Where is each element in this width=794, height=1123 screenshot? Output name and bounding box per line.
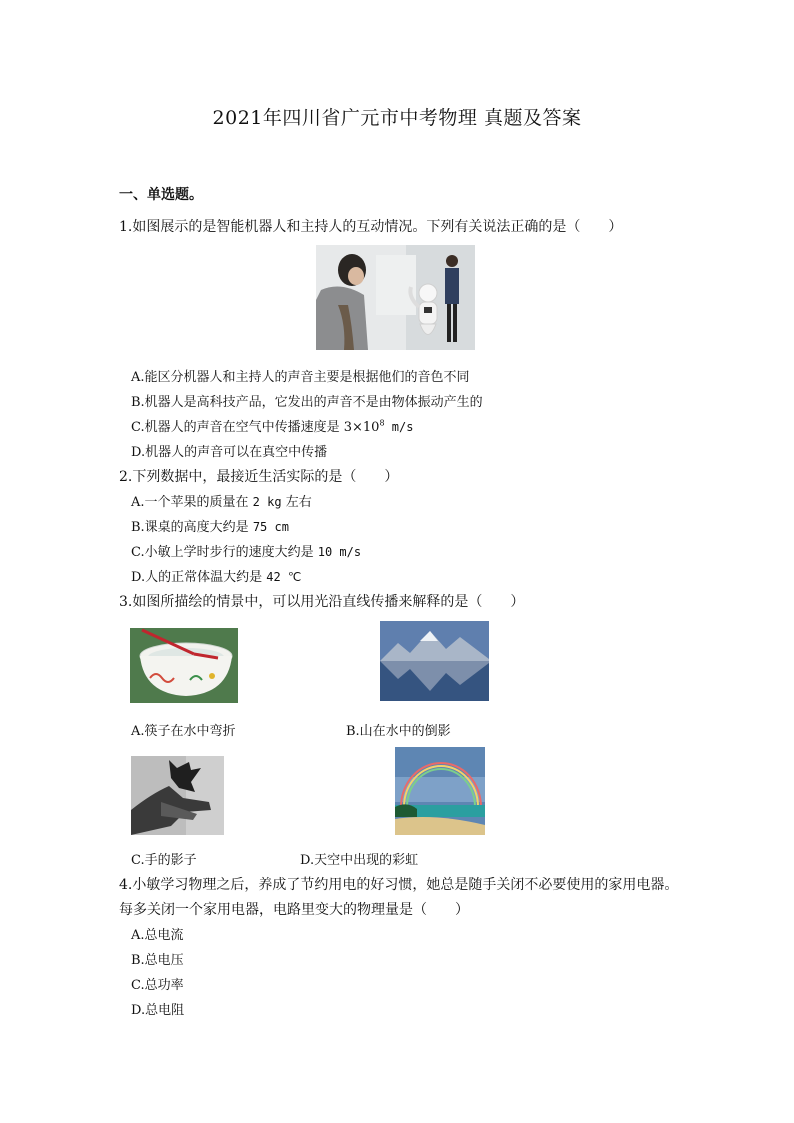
q1-option-b: B.机器人是高科技产品，它发出的声音不是由物体振动产生的 (131, 395, 483, 410)
q2-option-a-text: A.一个苹果的质量在 (131, 495, 253, 510)
q4-option-c: C.总功率 (131, 978, 184, 993)
chopstick-bowl-photo (130, 628, 238, 703)
q2-option-d-value: 42 ℃ (266, 570, 302, 584)
q3-option-b: B.山在水中的倒影 (346, 724, 451, 739)
q1-option-c-text: C.机器人的声音在空气中传播速度是 3×10 (131, 420, 380, 435)
q2-option-d-text: D.人的正常体温大约是 (131, 570, 267, 585)
q4-option-a: A.总电流 (131, 928, 184, 943)
q4-option-b: B.总电压 (131, 953, 184, 968)
question-3-stem: 3.如图所描绘的情景中，可以用光沿直线传播来解释的是（ ） (119, 594, 525, 610)
question-4-stem-line-1: 4.小敏学习物理之后，养成了节约用电的好习惯，她总是随手关闭不必要使用的家用电器。 (119, 877, 679, 893)
hand-shadow-photo (131, 756, 224, 835)
q3-option-a: A.筷子在水中弯折 (131, 724, 236, 739)
q2-option-a-suffix: 左右 (281, 495, 312, 510)
q2-option-b-value: 75 cm (252, 520, 289, 534)
q2-option-a (131, 491, 312, 510)
q3-option-c: C.手的影子 (131, 853, 197, 868)
q1-option-c (131, 416, 413, 435)
q1-option-c-exponent: 8 (379, 418, 385, 428)
q2-option-d (131, 566, 301, 585)
q2-option-b-text: B.课桌的高度大约是 (131, 520, 253, 535)
q2-option-c-value: 10 m/s (317, 545, 362, 559)
q1-option-c-unit: m/s (384, 420, 414, 434)
robot-host-photo (316, 245, 475, 350)
q2-option-a-value: 2 kg (252, 495, 282, 509)
q3-option-d: D.天空中出现的彩虹 (300, 853, 419, 868)
question-1-stem: 1.如图展示的是智能机器人和主持人的互动情况。下列有关说法正确的是（ ） (119, 219, 623, 235)
q2-option-c-text: C.小敏上学时步行的速度大约是 (131, 545, 318, 560)
section-heading: 一、单选题。 (119, 187, 203, 203)
mountain-reflection-photo (380, 621, 489, 701)
question-2-stem: 2.下列数据中，最接近生活实际的是（ ） (119, 469, 399, 485)
q2-option-b (131, 516, 289, 535)
rainbow-beach-photo (395, 747, 485, 835)
page-title: 2021年四川省广元市中考物理 真题及答案 (212, 107, 582, 129)
q4-option-d: D.总电阻 (131, 1003, 185, 1018)
q1-option-a: A.能区分机器人和主持人的声音主要是根据他们的音色不同 (131, 370, 470, 385)
q2-option-c (131, 541, 361, 560)
question-4-stem-line-2: 每多关闭一个家用电器，电路里变大的物理量是（ ） (119, 902, 469, 918)
q1-option-d: D.机器人的声音可以在真空中传播 (131, 445, 328, 460)
